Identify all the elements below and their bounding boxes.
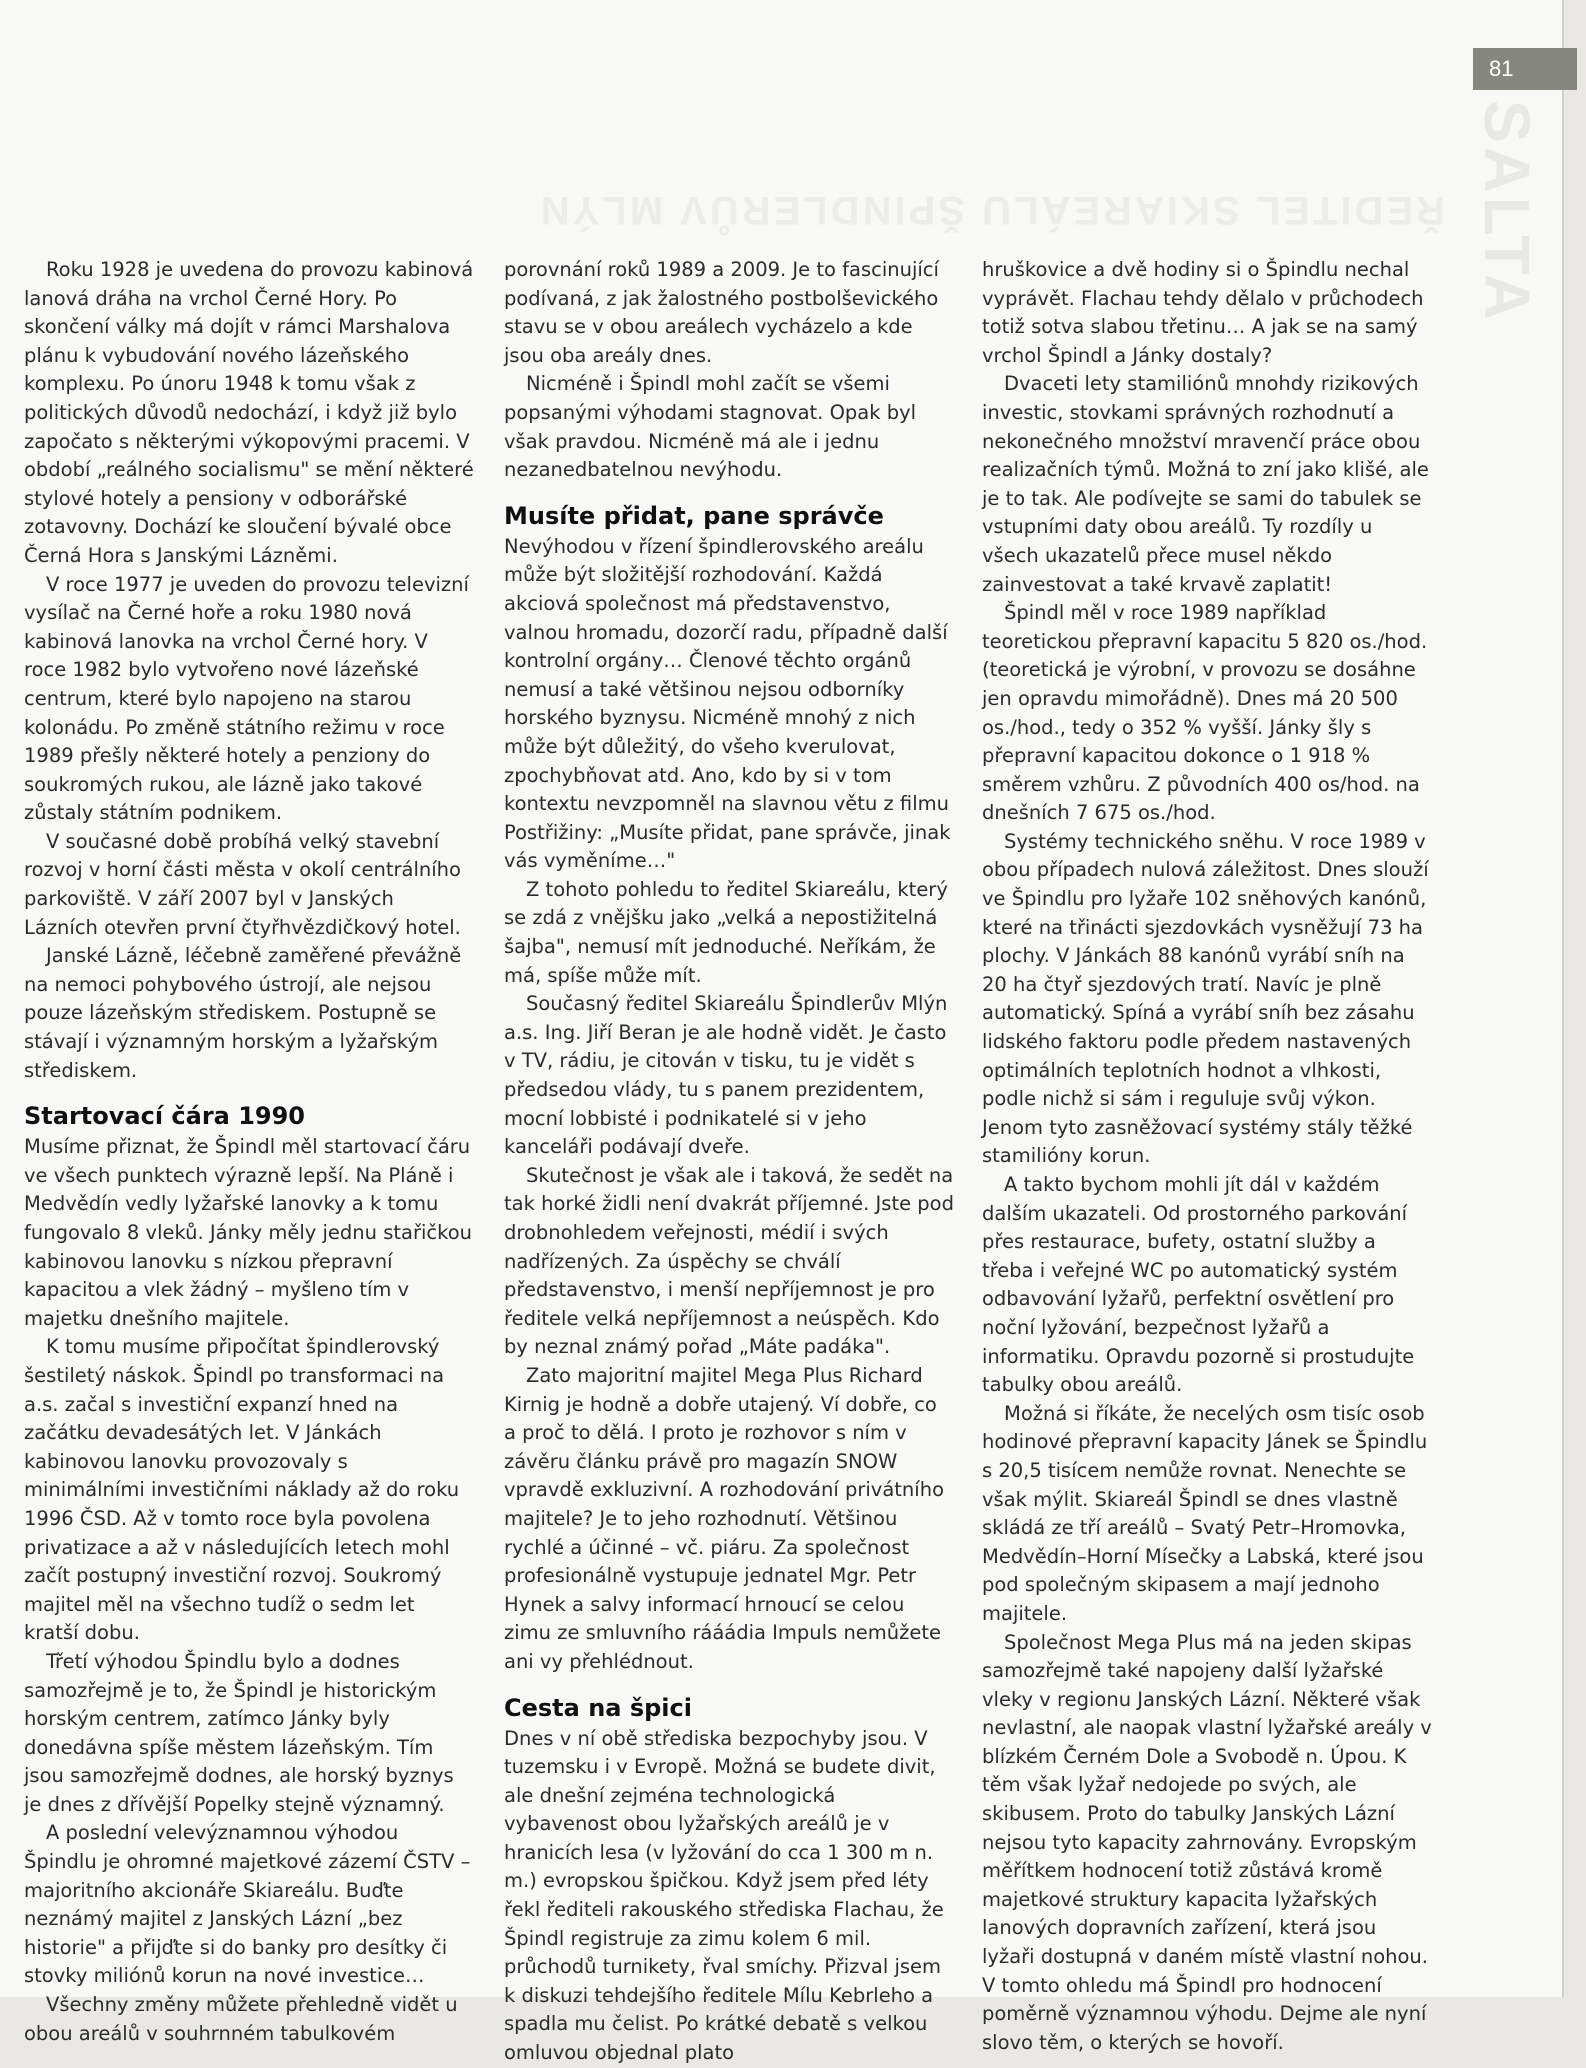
paragraph: Všechny změny můžete přehledně vidět u obou areálů v souhrnném tabulkovém bbox=[24, 1993, 458, 2045]
paragraph: hruškovice a dvě hodiny si o Špindlu nechal vyprávět. Flachau tehdy dělalo v průchodech totiž sotva slabou třetinu… A jak se na samý vrchol Špindl a Jánky dostaly? bbox=[982, 258, 1424, 367]
paragraph: Špindl měl v roce 1989 například teoretickou přepravní kapacitu 5 820 os./hod. (teoretická je výrobní, v provozu se dosáhne jen opravdu mimořádně). Dnes má 20 500 os./hod., tedy o 352 % vyšší. Jánky šly s přepravní kapacitou dokonce o 1 918 % směrem vzhůru. Z původních 400 os/hod. na dnešních 7 675 os./hod. bbox=[982, 601, 1428, 825]
section-heading: Cesta na špici bbox=[504, 1693, 692, 1722]
section-heading: Musíte přidat, pane správče bbox=[504, 501, 884, 530]
paragraph: Nicméně i Špindl mohl začít se všemi popsanými výhodami stagnovat. Opak byl však pravdou. Nicméně má ale i jednu nezanedbatelnou nevýhodu. bbox=[504, 372, 917, 482]
paragraph: Musíme přiznat, že Špindl měl startovací čáru ve všech punktech výrazně lepší. Na Pláně i Medvědín vedly lyžařské lanovky a k tomu fungovalo 8 vleků. Jánky měly jednu stařičkou kabinovou lanovku s nízkou přepravní kapacitou a vlek žádný – myšleno tím v majetku dnešního majitele. bbox=[24, 1135, 472, 1330]
paragraph: Janské Lázně, léčebně zaměřené převážně na nemoci pohybového ústrojí, ale nejsou pouze lázeňským střediskem. Postupně se stávají i významným horským a lyžařským střediskem. bbox=[24, 944, 462, 1082]
paragraph: Z tohoto pohledu to ředitel Skiareálu, který se zdá z vnějšku jako „velká a nepostižitelná šajba", nemusí mít jednoduché. Neříkám, že má, spíše může mít. bbox=[504, 877, 948, 987]
paragraph: K tomu musíme připočítat špindlerovský šestiletý náskok. Špindl po transformaci na a.s. začal s investiční expanzí hned na začátku devadesátých let. V Jánkách kabinovou lanovku provozovaly s minimálními investičními náklady až do roku 1996 ČSD. Až v tomto roce byla povolena privatizace a až v následujících letech mohl začít postupný investiční rozvoj. Soukromý majitel měl na všechno tudíž o sedm let kratší dobu. bbox=[24, 1335, 460, 1645]
paragraph: Systémy technického sněhu. V roce 1989 v obou případech nulová záležitost. Dnes slouží ve Špindlu pro lyžaře 102 sněhových kanónů, které na třinácti sjezdovkách vysněžují 73 ha plochy. V Jánkách 88 kanónů vyrábí sníh na 20 ha čtyř sjezdových tratí. Navíc je plně automatický. Spíná a vyrábí sníh bez zásahu lidského faktoru podle předem nastavených optimálních teplotních hodnot a vlhkosti, podle nichž si sám i reguluje svůj výkon. Jenom tyto zasněžovací systémy stály těžké stamilióny korun. bbox=[982, 829, 1429, 1168]
section-heading: Startovací čára 1990 bbox=[24, 1102, 306, 1131]
paragraph: A takto bychom mohli jít dál v každém dalším ukazateli. Od prostorného parkování přes restaurace, bufety, ostatní služby a třeba i veřejné WC po automatický systém odbavování lyžařů, perfektní osvětlení pro noční lyžování, bezpečnost lyžařů a informatiku. Opravdu pozorně si prostudujte tabulky obou areálů. bbox=[982, 1173, 1415, 1397]
paragraph: Zato majoritní majitel Mega Plus Richard Kirnig je hodně a dobře utajený. Ví dobře, co a proč to dělá. I proto je rozhovor s ním v závěru článku právě pro magazín SNOW vpravdě exkluzivní. A rozhodování privátního majitele? Je to jeho rozhodnutí. Většinou rychlé a účinné – vč. piáru. Za společnost profesionálně vystupuje jednatel Mgr. Petr Hynek a salvy informací hrnoucí se celou zimu ze smluvního rááádia Impuls nemůžete ani vy přehlédnout. bbox=[504, 1363, 944, 1673]
paragraph: A poslední velevýznamnou výhodou Špindlu je ohromné majetkové zázemí ČSTV – majoritního akcionáře Skiareálu. Buďte neznámý majitel z Janských Lázní „bez historie" a přijďte si do banky pro desítky či stovky miliónů korun na nové investice… bbox=[24, 1821, 471, 1988]
paragraph: Společnost Mega Plus má na jeden skipas samozřejmě také napojeny další lyžařské vleky v regionu Janských Lázní. Některé však nevlastní, ale naopak vlastní lyžařské areály v blízkém Černém Dole a Svobodě n. Úpou. K těm však lyžař nedojede po svých, ale skibusem. Proto do tabulky Janských Lázní nejsou tyto kapacity zahrnovány. Evropským měřítkem hodnocení totiž zůstává kromě majetkové struktury kapacita lyžařských lanových dopravních zařízení, která jsou lyžaři dostupná v daném místě vlastní nohou. V tomto ohledu má Špindl pro hodnocení poměrně významnou výhodu. Dejme ale nyní slovo těm, o kterých se hovoří. bbox=[982, 1630, 1432, 2054]
text-column-2 bbox=[504, 256, 954, 2068]
side-magazine-label: SALTA bbox=[1471, 100, 1543, 324]
paragraph: Dnes v ní obě střediska bezpochyby jsou. V tuzemsku i v Evropě. Možná se budete divit, ale dnešní zejména technologická vybavenost obou lyžařských areálů je v hranicích lesa (v lyžování do cca 1 300 m n. m.) evropskou špičkou. Když jsem před léty řekl řediteli rakouského střediska Flachau, že Špindl registruje za zimu kolem 6 mil. průchodů turnikety, řval smíchy. Přizval jsem k diskuzi tehdejšího ředitele Mílu Kebrleho a spadla mu čelist. Po krátké debatě s velkou omluvou objednal plato bbox=[504, 1726, 944, 2065]
paragraph: V roce 1977 je uveden do provozu televizní vysílač na Černé hoře a roku 1980 nová kabinová lanovka na vrchol Černé hory. V roce 1982 bylo vytvořeno nové lázeňské centrum, které bylo napojeno na starou kolonádu. Po změně státního režimu v roce 1989 přešly některé hotely a penziony do soukromých rukou, ale lázně jako takové zůstaly státním podnikem. bbox=[24, 572, 469, 825]
paragraph: Dvaceti lety stamiliónů mnohdy rizikových investic, stovkami správných rozhodnutí a nekonečného množství mravenčí práce obou realizačních týmů. Možná to zní jako klišé, ale je to tak. Ale podívejte se sami do tabulek se vstupními daty obou areálů. Ty rozdíly u všech ukazatelů přece musel někdo zainvestovat a také krvavě zaplatit! bbox=[982, 372, 1429, 596]
paragraph: porovnání roků 1989 a 2009. Je to fascinující podívaná, z jak žalostného postbolševického stavu se v obou areálech vycházelo a kde jsou oba areály dnes. bbox=[504, 258, 939, 367]
paragraph: Nevýhodou v řízení špindlerovského areálu může být složitější rozhodování. Každá akciová společnost má představenstvo, valnou hromadu, dozorčí radu, případně další kontrolní orgány… Členové těchto orgánů nemusí a také většinou nejsou odborníky horského byznysu. Nicméně mnohý z nich může být důležitý, do všeho kverulovat, zpochybňovat atd. Ano, kdo by si v tom kontextu nevzpomněl na slavnou větu z filmu Postřižiny: „Musíte přidat, pane správče, jinak vás vyměníme…" bbox=[504, 534, 951, 873]
paragraph: Roku 1928 je uvedena do provozu kabinová lanová dráha na vrchol Černé Hory. Po skončení války má dojít v rámci Marshalova plánu k vybudování nového lázeňského komplexu. Po únoru 1948 k tomu však z politických důvodů nedochází, i když již bylo započato s některými výkopovými pracemi. V období „reálného socialismu" se mění některé stylové hotely a pensiony v odborářské zotavovny. Dochází ke sloučení bývalé obce Černá Hora s Janskými Lázněmi. bbox=[24, 258, 474, 567]
paragraph: Současný ředitel Skiareálu Špindlerův Mlýn a.s. Ing. Jiří Beran je ale hodně vidět. Je často v TV, rádiu, je citován v tisku, tu je vidět s předsedou vlády, tu s panem prezidentem, mocní lobbisté i podnikatelé si v jeho kanceláři podávají dveře. bbox=[504, 992, 948, 1159]
text-column-1 bbox=[24, 256, 474, 2048]
paragraph: Skutečnost je však ale i taková, že sedět na tak horké židli není dvakrát příjemné. Jste pod drobnohledem veřejnosti, médií i svých nadřízených. Za úspěchy se chválí představenstvo, i menší nepříjemnost je pro ředitele velká nepříjemnost a neúspěch. Kdo by neznal známý pořad „Máte padáka". bbox=[504, 1163, 954, 1359]
section-header-band: ŘEDITEL SKIAREÁLU ŠPINDLERŮV MLÝN bbox=[537, 188, 1445, 232]
paragraph: Možná si říkáte, že necelých osm tisíc osob hodinové přepravní kapacity Jánek se Špindlu s 20,5 tisícem nemůže rovnat. Nenechte se však mýlit. Skiareál Špindl se dnes vlastně skládá ze tří areálů – Svatý Petr–Hromovka, Medvědín–Horní Mísečky a Labská, které jsou pod společným skipasem a mají jednoho majitele. bbox=[982, 1401, 1428, 1625]
text-column-3 bbox=[982, 256, 1432, 2057]
paragraph: Třetí výhodou Špindlu bylo a dodnes samozřejmě je to, že Špindl je historickým horským centrem, zatímco Jánky byly donedávna spíše městem lázeňským. Tím jsou samozřejmě dodnes, ale horský byznys je dnes z dřívější Popelky stejně významný. bbox=[24, 1649, 454, 1816]
page-number: 81 bbox=[1473, 48, 1577, 90]
paragraph: V současné době probíhá velký stavební rozvoj v horní části města v okolí centrálního parkoviště. V září 2007 byl v Janských Lázních otevřen první čtyřhvězdičkový hotel. bbox=[24, 829, 461, 939]
